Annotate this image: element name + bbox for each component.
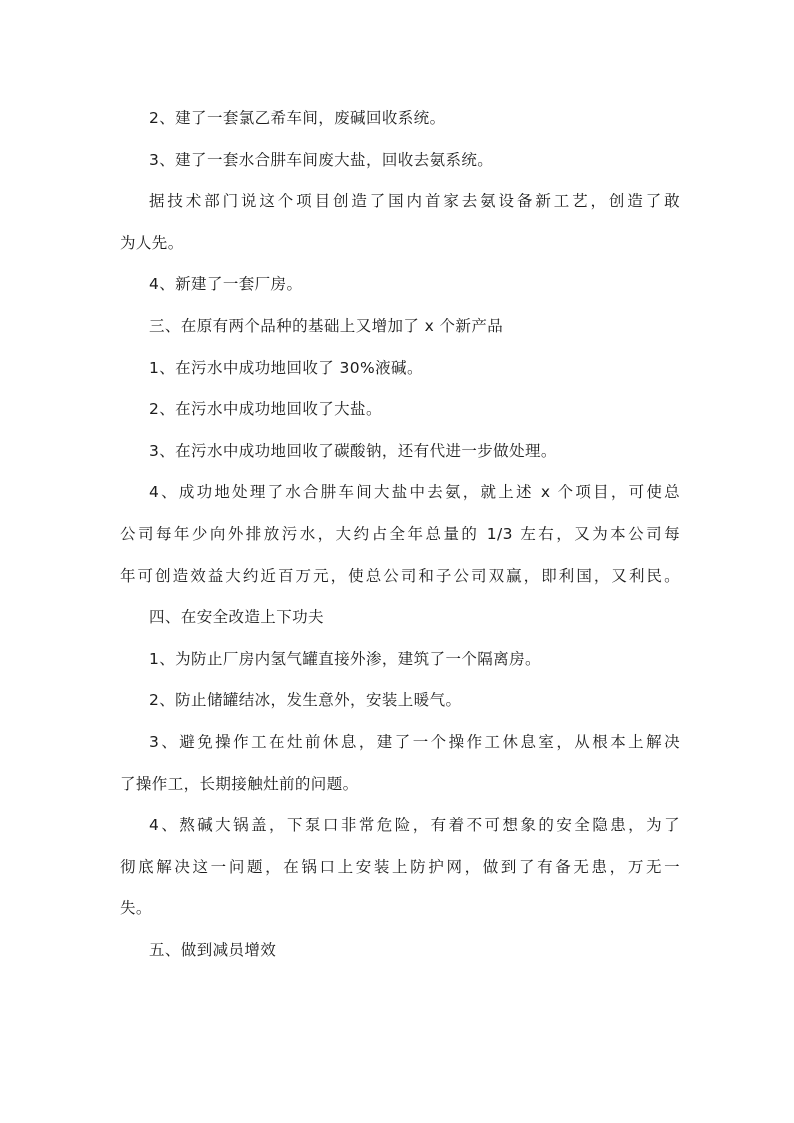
paragraph-line-16: 3、避免操作工在灶前休息，建了一个操作工休息室，从根本上解决 (149, 733, 680, 751)
paragraph-line-7: 1、在污水中成功地回收了 30%液碱。 (149, 359, 423, 377)
paragraph-line-3: 据技术部门说这个项目创造了国内首家去氨设备新工艺，创造了敢 (149, 192, 680, 210)
paragraph-line-14: 1、为防止厂房内氢气罐直接外渗，建筑了一个隔离房。 (149, 650, 541, 668)
paragraph-line-10: 4、成功地处理了水合肼车间大盐中去氨，就上述 x 个项目，可使总 (149, 483, 680, 501)
paragraph-line-18: 4、熬碱大锅盖，下泵口非常危险，有着不可想象的安全隐患，为了 (149, 816, 680, 834)
section-heading-5: 五、做到减员增效 (149, 941, 277, 959)
paragraph-line-4: 为人先。 (120, 234, 184, 252)
paragraph-line-5: 4、新建了一套厂房。 (149, 275, 303, 293)
paragraph-line-1: 2、建了一套氯乙希车间，废碱回收系统。 (149, 109, 446, 127)
paragraph-line-9: 3、在污水中成功地回收了碳酸钠，还有代进一步做处理。 (149, 442, 557, 460)
section-heading-3: 三、在原有两个品种的基础上又增加了 x 个新产品 (149, 317, 504, 335)
paragraph-line-2: 3、建了一套水合肼车间废大盐，回收去氨系统。 (149, 151, 494, 169)
paragraph-line-20: 失。 (120, 899, 152, 917)
paragraph-line-12: 年可创造效益大约近百万元，使总公司和子公司双赢，即利国，又利民。 (120, 567, 680, 585)
paragraph-line-19: 彻底解决这一问题，在锅口上安装上防护网，做到了有备无患，万无一 (120, 858, 680, 876)
paragraph-line-15: 2、防止储罐结冰，发生意外，安装上暖气。 (149, 691, 462, 709)
paragraph-line-17: 了操作工，长期接触灶前的问题。 (120, 775, 359, 793)
section-heading-4: 四、在安全改造上下功夫 (149, 608, 324, 626)
paragraph-line-8: 2、在污水中成功地回收了大盐。 (149, 400, 382, 418)
paragraph-line-11: 公司每年少向外排放污水，大约占全年总量的 1/3 左右，又为本公司每 (120, 525, 680, 543)
